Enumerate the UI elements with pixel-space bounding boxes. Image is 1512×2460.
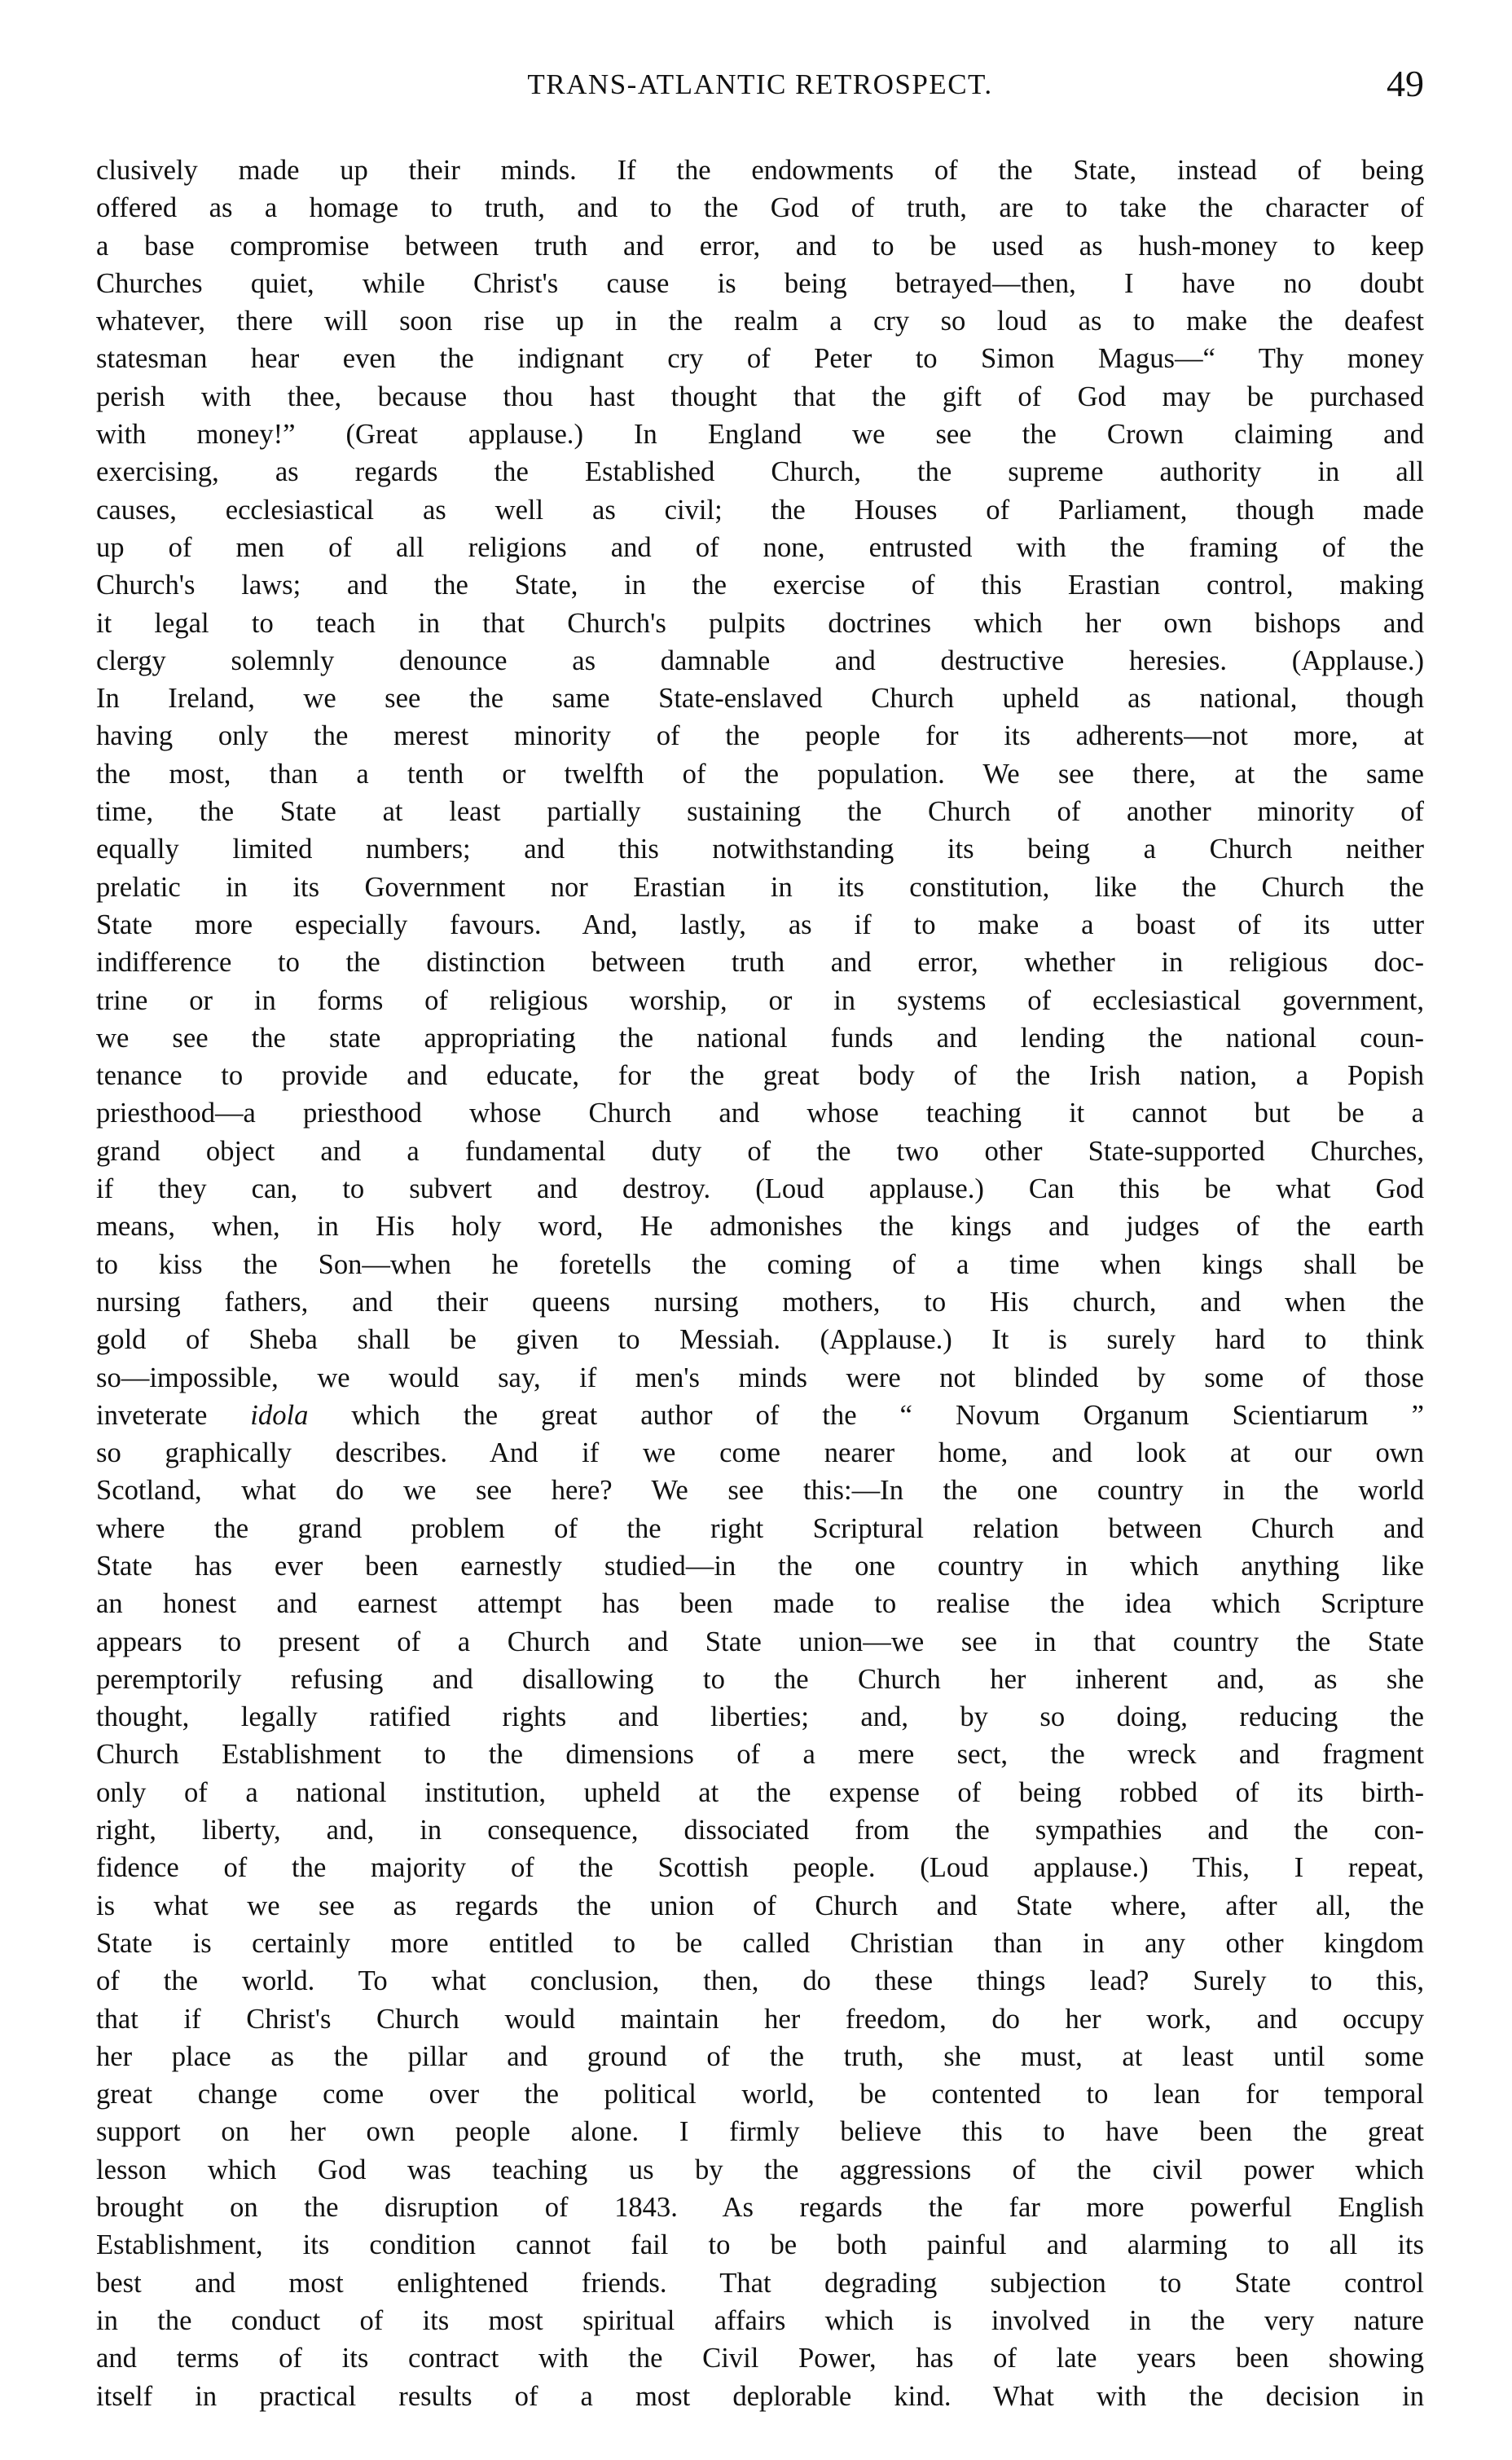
- text-line: up of men of all religions and of none, entrusted with the framing of the: [96, 531, 1424, 563]
- text-line: itself in practical results of a most deplorable kind. What with the decision in: [96, 2380, 1424, 2412]
- text-line: where the grand problem of the right Scriptural relation between Church and: [96, 1512, 1424, 1544]
- text-line: Churches quiet, while Christ's cause is being betrayed—then, I have no doubt: [96, 267, 1424, 299]
- text-line: a base compromise between truth and error, and to be used as hush-money to keep: [96, 230, 1424, 262]
- text-line: if they can, to subvert and destroy. (Loud applause.) Can this be what God: [96, 1173, 1424, 1205]
- text-line: Church Establishment to the dimensions of a mere sect, the wreck and fragment: [96, 1739, 1424, 1771]
- text-line: indifference to the distinction between truth and error, whether in religious doc-: [96, 947, 1424, 979]
- text-line: perish with thee, because thou hast thought that the gift of God may be purchased: [96, 381, 1424, 412]
- text-line: only of a national institution, upheld at the expense of being robbed of its birth-: [96, 1776, 1424, 1808]
- text-line: great change come over the political world, be contented to lean for temporal: [96, 2079, 1424, 2110]
- text-line: nursing fathers, and their queens nursing mothers, to His church, and when the: [96, 1286, 1424, 1318]
- text-line: Church's laws; and the State, in the exercise of this Erastian control, making: [96, 570, 1424, 601]
- text-line: lesson which God was teaching us by the aggressions of the civil power which: [96, 2154, 1424, 2185]
- text-line: appears to present of a Church and State union—we see in that country the State: [96, 1626, 1424, 1657]
- text-line: State has ever been earnestly studied—in the one country in which anything like: [96, 1550, 1424, 1582]
- text-line: means, when, in His holy word, He admonishes the kings and judges of the earth: [96, 1211, 1424, 1243]
- running-title: TRANS-ATLANTIC RETROSPECT.: [527, 68, 993, 100]
- text-line: offered as a homage to truth, and to the God of truth, are to take the character of: [96, 192, 1424, 224]
- text-line: so graphically describes. And if we come nearer home, and look at our own: [96, 1437, 1424, 1469]
- text-line: clergy solemnly denounce as damnable and destructive heresies. (Applause.): [96, 645, 1424, 676]
- text-line: whatever, there will soon rise up in the realm a cry so loud as to make the deafest: [96, 306, 1424, 337]
- text-line: priesthood—a priesthood whose Church and whose teaching it cannot but be a: [96, 1098, 1424, 1129]
- body-text: [96, 152, 1424, 2415]
- text-line: exercising, as regards the Established Church, the supreme authority in all: [96, 456, 1424, 488]
- text-line: tenance to provide and educate, for the great body of the Irish nation, a Popish: [96, 1060, 1424, 1092]
- text-line: the most, than a tenth or twelfth of the population. We see there, at the same: [96, 758, 1424, 790]
- text-line: prelatic in its Government nor Erastian in its constitution, like the Church the: [96, 871, 1424, 903]
- text-line: having only the merest minority of the people for its adherents—not more, at: [96, 720, 1424, 752]
- text-line: with money!” (Great applause.) In England we see the Crown claiming and: [96, 419, 1424, 451]
- italic-term: idola: [250, 1399, 309, 1431]
- text-line: thought, legally ratified rights and liberties; and, by so doing, reducing the: [96, 1701, 1424, 1733]
- text-line: Scotland, what do we see here? We see this:—In the one country in the world: [96, 1475, 1424, 1507]
- text-line: grand object and a fundamental duty of the two other State-supported Churches,: [96, 1135, 1424, 1167]
- text-line: gold of Sheba shall be given to Messiah. (Applause.) It is surely hard to think: [96, 1324, 1424, 1356]
- text-line: time, the State at least partially sustaining the Church of another minority of: [96, 796, 1424, 828]
- text-line: statesman hear even the indignant cry of Peter to Simon Magus—“ Thy money: [96, 343, 1424, 375]
- text-line: in the conduct of its most spiritual affairs which is involved in the very nature: [96, 2304, 1424, 2336]
- text-line: clusively made up their minds. If the endowments of the State, instead of being: [96, 155, 1424, 186]
- text-line: inveterate idola which the great author of the “ Novum Organum Scientiarum ”: [96, 1399, 1424, 1431]
- text-line: State more especially favours. And, lastly, as if to make a boast of its utter: [96, 909, 1424, 940]
- text-line: support on her own people alone. I firmly believe this to have been the great: [96, 2116, 1424, 2148]
- text-line: and terms of its contract with the Civil Power, has of late years been showing: [96, 2343, 1424, 2374]
- text-line: that if Christ's Church would maintain her freedom, do her work, and occupy: [96, 2003, 1424, 2035]
- text-line: causes, ecclesiastical as well as civil; the Houses of Parliament, though made: [96, 494, 1424, 526]
- text-line: Establishment, its condition cannot fail to be both painful and alarming to all its: [96, 2229, 1424, 2261]
- text-line: equally limited numbers; and this notwithstanding its being a Church neither: [96, 834, 1424, 865]
- text-line: best and most enlightened friends. That degrading subjection to State control: [96, 2267, 1424, 2299]
- running-head: [96, 62, 1424, 119]
- text-line: brought on the disruption of 1843. As regards the far more powerful English: [96, 2192, 1424, 2224]
- text-line: right, liberty, and, in consequence, dissociated from the sympathies and the con-: [96, 1815, 1424, 1846]
- text-line: is what we see as regards the union of Church and State where, after all, the: [96, 1890, 1424, 1921]
- text-line: In Ireland, we see the same State-enslaved Church upheld as national, though: [96, 683, 1424, 715]
- text-line: her place as the pillar and ground of the truth, she must, at least until some: [96, 2040, 1424, 2072]
- page-number: 49: [1387, 63, 1424, 104]
- text-line: fidence of the majority of the Scottish people. (Loud applause.) This, I repeat,: [96, 1852, 1424, 1884]
- text-line: it legal to teach in that Church's pulpits doctrines which her own bishops and: [96, 607, 1424, 639]
- text-line: an honest and earnest attempt has been made to realise the idea which Scripture: [96, 1588, 1424, 1620]
- text-line: we see the state appropriating the national funds and lending the national coun-: [96, 1022, 1424, 1054]
- text-line: so—impossible, we would say, if men's minds were not blinded by some of those: [96, 1362, 1424, 1393]
- text-line: of the world. To what conclusion, then, do these things lead? Surely to this,: [96, 1965, 1424, 1997]
- text-line: State is certainly more entitled to be called Christian than in any other kingdom: [96, 1927, 1424, 1959]
- text-line: peremptorily refusing and disallowing to the Church her inherent and, as she: [96, 1663, 1424, 1695]
- text-line: trine or in forms of religious worship, or in systems of ecclesiastical government,: [96, 984, 1424, 1016]
- text-line: to kiss the Son—when he foretells the coming of a time when kings shall be: [96, 1248, 1424, 1280]
